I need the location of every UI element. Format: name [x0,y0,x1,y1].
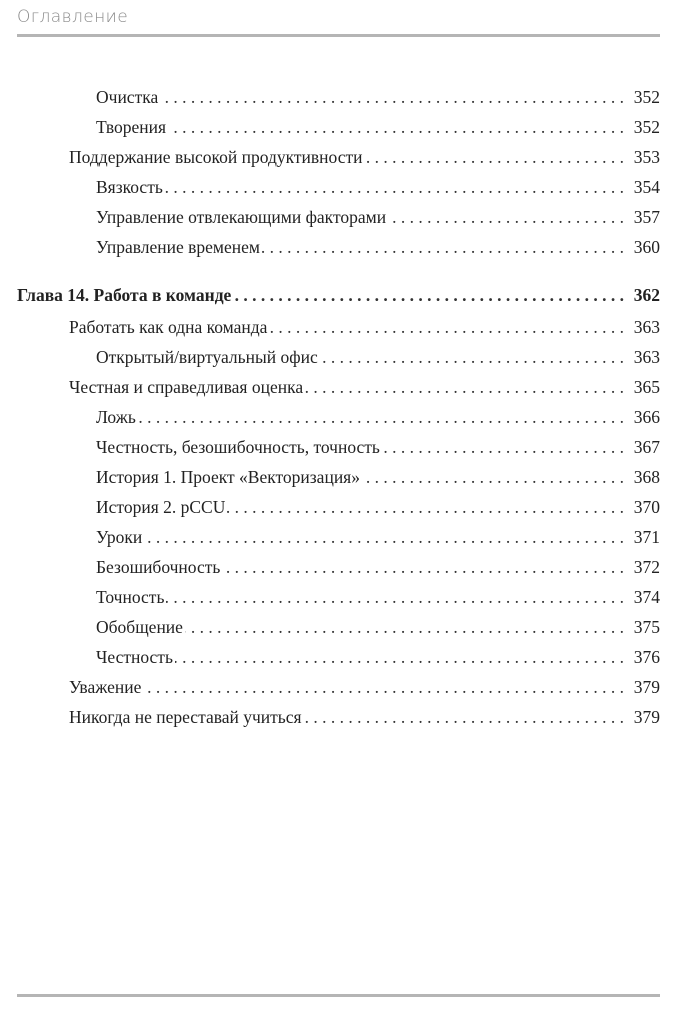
toc-entry[interactable] [96,174,660,200]
toc-entry-page: 357 [633,207,660,227]
toc-entry-page: 366 [633,407,660,427]
toc-chapter-entry[interactable] [17,282,660,308]
dot-leader [138,404,624,430]
toc-chapter-page: 362 [633,285,660,305]
toc-entry-page: 379 [633,677,660,697]
toc-entry[interactable] [69,314,660,340]
toc-entry-title: Честность [96,647,173,667]
dot-leader [175,644,624,670]
toc-entry[interactable] [96,464,660,490]
bottom-rule [17,994,660,997]
toc-entry-page: 352 [633,87,660,107]
toc-entry-title: Честная и справедливая оценка [69,377,304,397]
toc-entry[interactable] [96,234,660,260]
toc-entry-title: Никогда не переставай учиться [69,707,302,727]
toc-entry-title: Управление временем [96,237,260,257]
dot-leader [165,174,624,200]
toc-entry-title: Безошибочность [96,557,221,577]
dot-leader [233,282,624,308]
toc-entry-title: Творения [96,117,167,137]
toc-entry-page: 374 [633,587,660,607]
toc-entry[interactable] [96,524,660,550]
dot-leader [304,704,624,730]
toc-entry[interactable] [96,584,660,610]
toc-entry[interactable] [69,674,660,700]
dot-leader [160,84,624,110]
dot-leader [382,434,624,460]
dot-leader [320,344,624,370]
dot-leader [144,524,624,550]
toc-entry-page: 365 [633,377,660,397]
toc-entry-title: Ложь [96,407,136,427]
toc-entry[interactable] [96,204,660,230]
toc-entry[interactable] [96,344,660,370]
toc-entry[interactable] [96,404,660,430]
dot-leader [168,114,624,140]
toc-entry-page: 375 [633,617,660,637]
toc-entry-page: 352 [633,117,660,137]
toc-entry-title: История 1. Проект «Векторизация» [96,467,360,487]
toc-entry[interactable] [96,644,660,670]
toc-entry-title: Поддержание высокой продуктивности [69,147,363,167]
dot-leader [305,374,624,400]
dot-leader [143,674,624,700]
dot-leader [269,314,624,340]
toc-entry-page: 379 [633,707,660,727]
toc-entry-page: 370 [633,497,660,517]
toc-chapter-title: Глава 14. Работа в команде [17,285,232,305]
dot-leader [222,554,624,580]
toc-entry[interactable] [69,374,660,400]
toc-entry-page: 360 [633,237,660,257]
running-head: Оглавление [17,7,129,27]
toc-entry-page: 372 [633,557,660,577]
toc-entry-page: 363 [633,347,660,367]
toc-entry[interactable] [96,84,660,110]
dot-leader [364,144,624,170]
toc-entry-title: История 2. pCCU [96,497,226,517]
dot-leader [388,204,624,230]
dot-leader [185,614,624,640]
toc-entry-title: Очистка [96,87,159,107]
toc-entry-page: 354 [633,177,660,197]
toc-entry[interactable] [96,434,660,460]
toc-entry[interactable] [96,494,660,520]
top-rule [17,34,660,37]
toc-entry-title: Открытый/виртуальный офис [96,347,318,367]
toc-entry-page: 371 [633,527,660,547]
toc-entry-page: 376 [633,647,660,667]
toc-entry[interactable] [96,554,660,580]
toc-entry[interactable] [96,114,660,140]
toc-entry[interactable] [69,144,660,170]
toc-entry-title: Честность, безошибочность, точность [96,437,380,457]
dot-leader [166,584,624,610]
toc-entry-title: Точность [96,587,165,607]
toc-entry-title: Уроки [96,527,143,547]
dot-leader [362,464,624,490]
toc-entry-page: 367 [633,437,660,457]
toc-entry[interactable] [69,704,660,730]
toc-entry-page: 368 [633,467,660,487]
toc-entry-title: Вязкость [96,177,163,197]
toc-entry-page: 353 [633,147,660,167]
toc-entry-page: 363 [633,317,660,337]
toc-entry-title: Работать как одна команда [69,317,268,337]
toc-entry-title: Управление отвлекающими факторами [96,207,387,227]
toc-entry-title: Обобщение [96,617,183,637]
toc-entry-title: Уважение [69,677,142,697]
toc-entry[interactable] [96,614,660,640]
dot-leader [262,234,624,260]
dot-leader [227,494,624,520]
